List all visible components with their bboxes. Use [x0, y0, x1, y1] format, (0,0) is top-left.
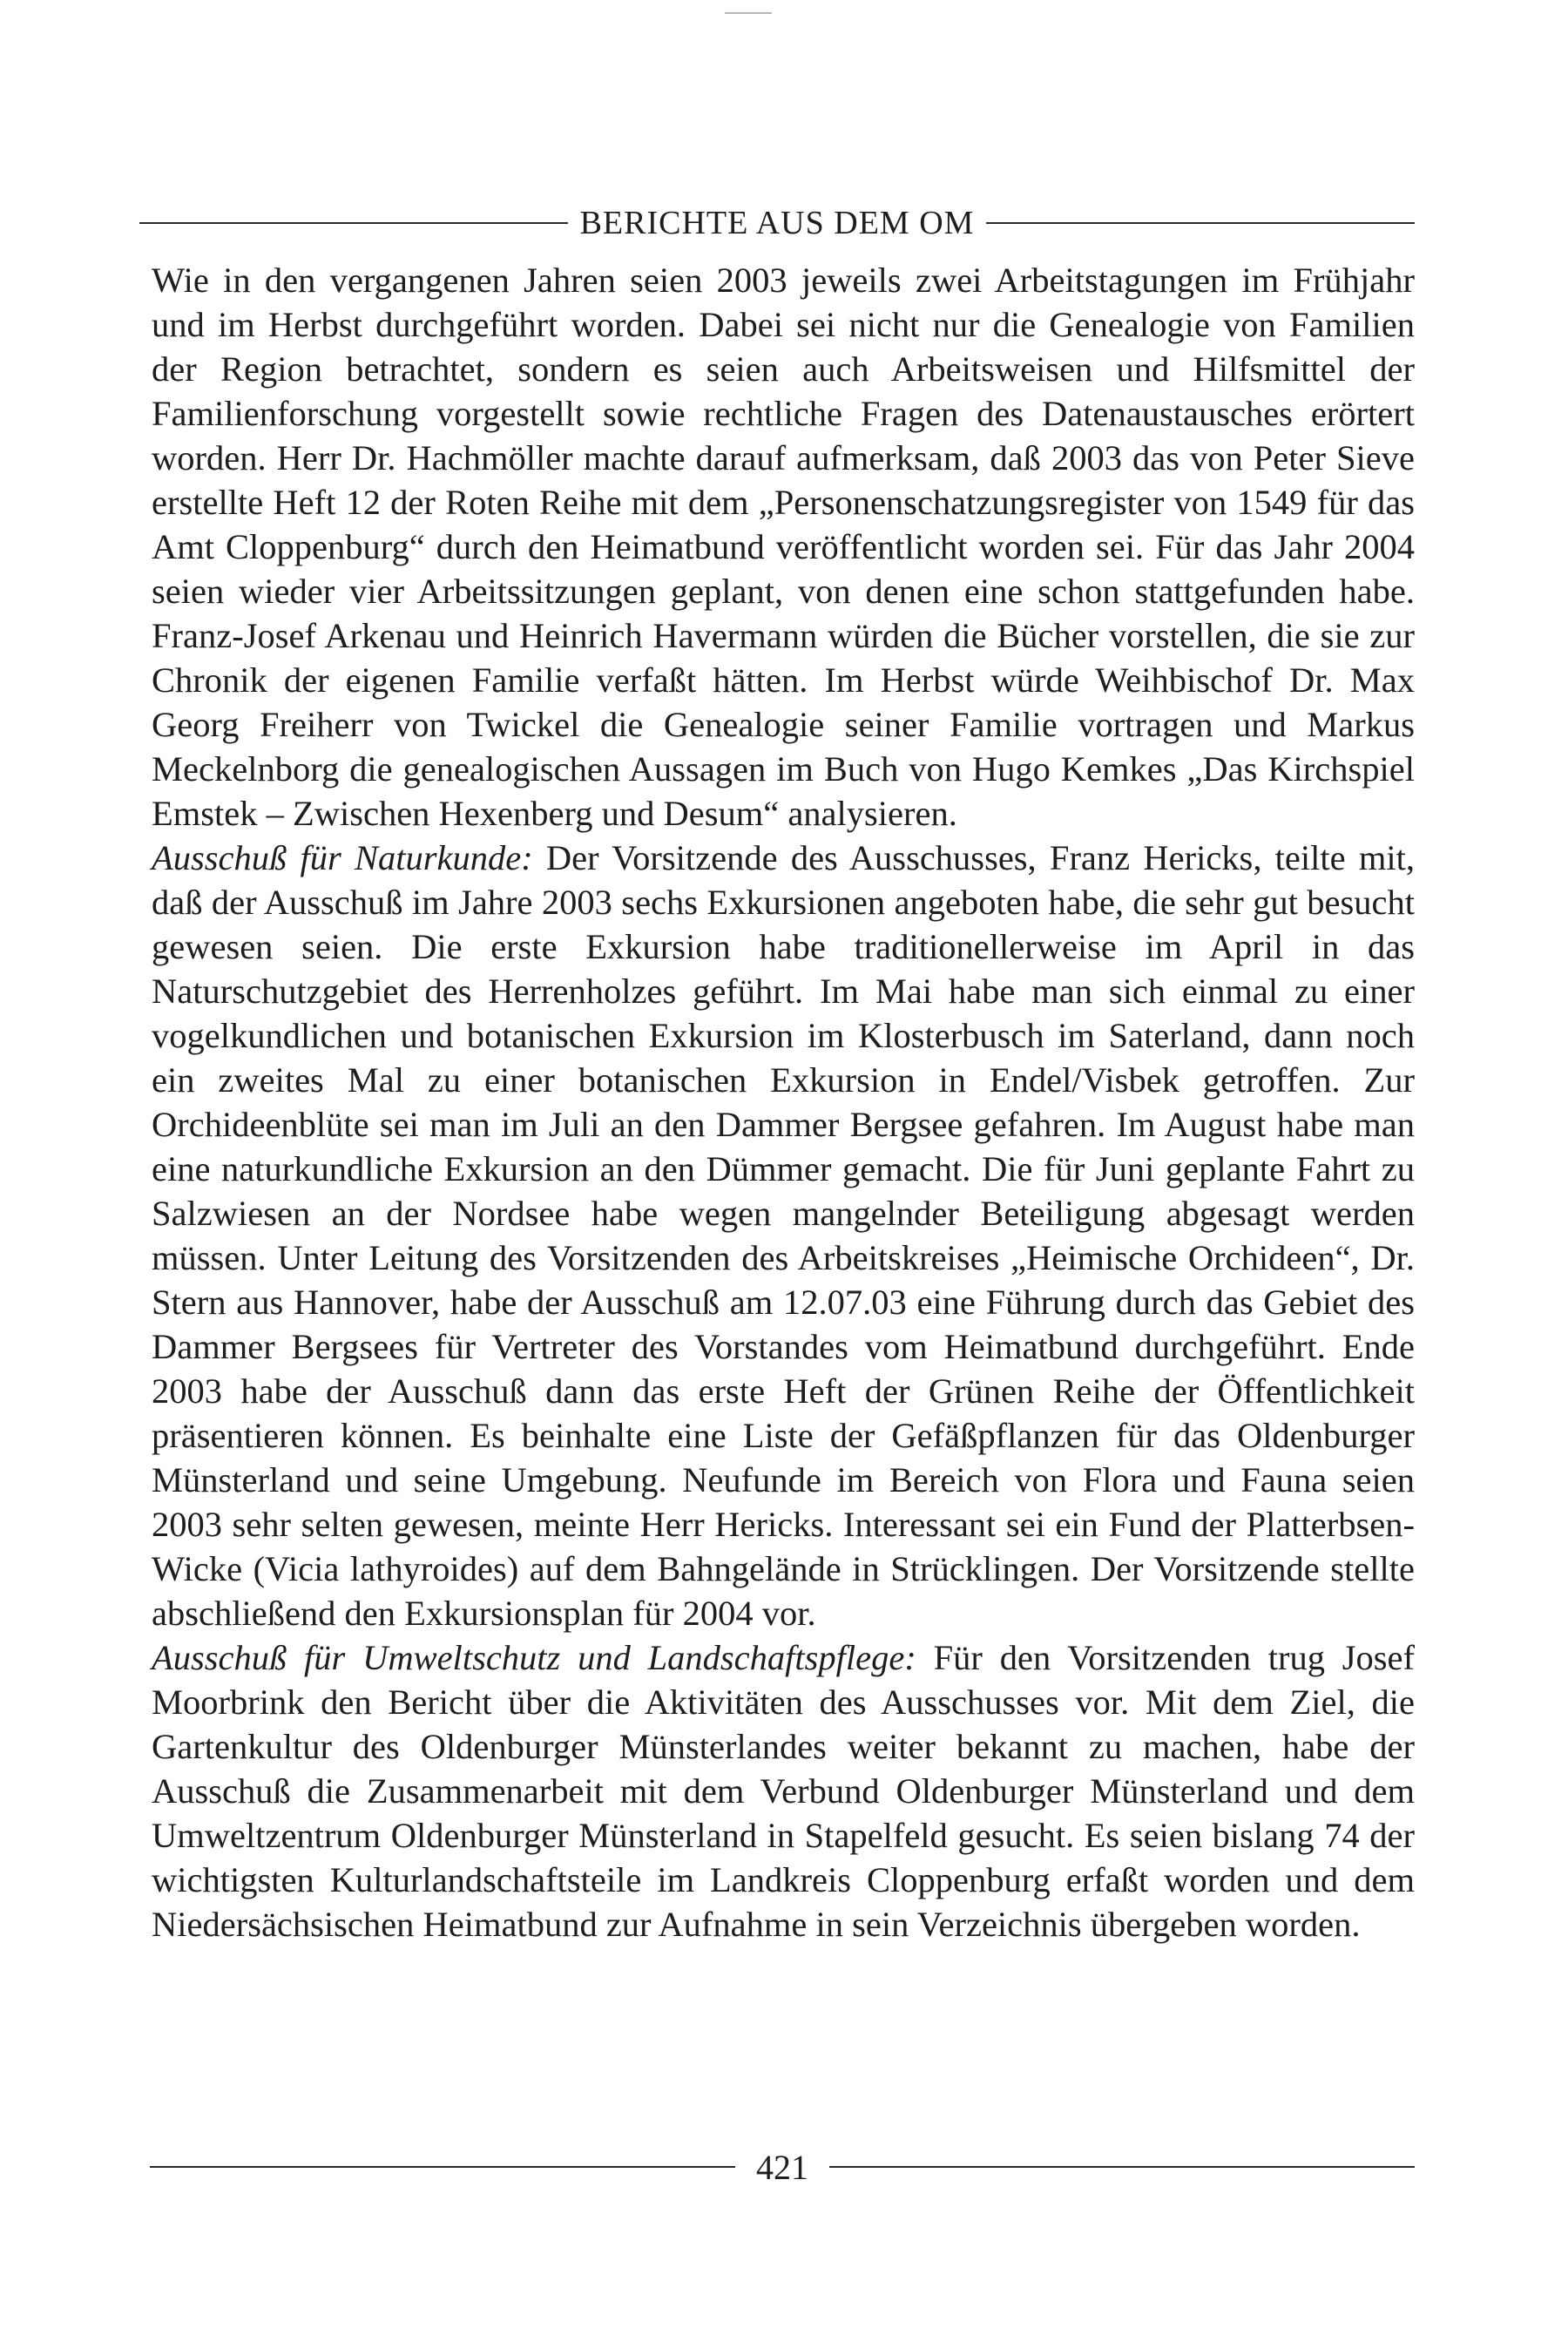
footer-rule-right — [829, 2166, 1415, 2168]
paragraph-text: Für den Vorsitzenden trug Josef Moorbrink den Bericht über die Aktivitäten des Ausschusses vor. Mit dem Ziel, die Gartenkultur des Oldenburger Münsterlandes weiter bekannt zu machen, habe der Ausschuß die Zusammenarbeit mit dem Verbund Oldenburger Münsterland und dem Umweltzentrum Oldenburger Münsterland in Stapelfeld gesucht. Es seien bislang 74 der wichtigsten Kulturlandschaftsteile im Landkreis Cloppenburg erfaßt worden und dem Niedersächsischen Heimatbund zur Aufnahme in sein Verzeichnis übergeben worden. — [152, 1638, 1416, 1944]
running-header-title: BERICHTE AUS DEM OM — [579, 205, 975, 241]
paragraph-naturkunde — [152, 836, 1415, 1635]
header-rule-left — [139, 222, 568, 224]
scan-edge-mark — [725, 12, 772, 14]
page-number: 421 — [756, 2147, 808, 2187]
footer-rule-left — [150, 2166, 735, 2168]
paragraph-text: Wie in den vergangenen Jahren seien 2003 jeweils zwei Arbeitstagungen im Frühjahr und im Herbst durchgeführt worden. Dabei sei nicht nur die Genealogie von Familien der Region betrachtet, sondern es seien auch Arbeitsweisen und Hilfsmittel der Familienforschung vorgestellt sowie rechtliche Fragen des Datenaustausches erörtert worden. Herr Dr. Hachmöller machte darauf aufmerksam, daß 2003 das von Peter Sieve erstellte Heft 12 der Roten Reihe mit dem „Personenschatzungsregister von 1549 für das Amt Cloppenburg“ durch den Heimatbund veröffentlicht worden sei. Für das Jahr 2004 seien wieder vier Arbeitssitzungen geplant, von denen eine schon stattgefunden habe. Franz-Josef Arkenau und Heinrich Havermann würden die Bücher vorstellen, die sie zur Chronik der eigenen Familie verfaßt hätten. Im Herbst würde Weihbischof Dr. Max Georg Freiherr von Twickel die Genealogie seiner Familie vortragen und Markus Meckelnborg die genealogischen Aussagen im Buch von Hugo Kemkes „Das Kirchspiel Emstek – Zwischen Hexenberg und Desum“ analysieren. — [152, 261, 1415, 833]
running-header — [139, 197, 1415, 249]
page-footer — [150, 2143, 1415, 2190]
body-text — [152, 258, 1415, 1946]
section-heading-naturkunde: Ausschuß für Naturkunde: — [152, 838, 533, 877]
header-rule-right — [986, 222, 1415, 224]
section-heading-umweltschutz: Ausschuß für Umweltschutz und Landschaftspflege: — [152, 1638, 916, 1677]
paragraph-text: Der Vorsitzende des Ausschusses, Franz Hericks, teilte mit, daß der Ausschuß im Jahre 2003 sechs Exkursionen angeboten habe, die sehr gut besucht gewesen seien. Die erste Exkursion habe traditionellerweise im April in das Naturschutzgebiet des Herrenholzes geführt. Im Mai habe man sich einmal zu einer vogelkundlichen und botanischen Exkursion im Klosterbusch im Saterland, dann noch ein zweites Mal zu einer botanischen Exkursion in Endel/Visbek getroffen. Zur Orchideenblüte sei man im Juli an den Dammer Bergsee gefahren. Im August habe man eine naturkundliche Exkursion an den Dümmer gemacht. Die für Juni geplante Fahrt zu Salzwiesen an der Nordsee habe wegen mangelnder Beteiligung abgesagt werden müssen. Unter Leitung des Vorsitzenden des Arbeitskreises „Heimische Orchideen“, Dr. Stern aus Hannover, habe der Ausschuß am 12.07.03 eine Führung durch das Gebiet des Dammer Bergsees für Vertreter des Vorstandes vom Heimatbund durchgeführt. Ende 2003 habe der Ausschuß dann das erste Heft der Grünen Reihe der Öffentlichkeit präsentieren können. Es beinhalte eine Liste der Gefäßpflanzen für das Oldenburger Münsterland und seine Umgebung. Neufunde im Bereich von Flora und Fauna seien 2003 sehr selten gewesen, meinte Herr Hericks. Interessant sei ein Fund der Platterbsen-Wicke (Vicia lathyroides) auf dem Bahngelände in Strücklingen. Der Vorsitzende stellte abschließend den Exkursionsplan für 2004 vor. — [152, 838, 1415, 1633]
paragraph-umweltschutz — [152, 1635, 1415, 1946]
paragraph-genealogy — [152, 258, 1415, 836]
